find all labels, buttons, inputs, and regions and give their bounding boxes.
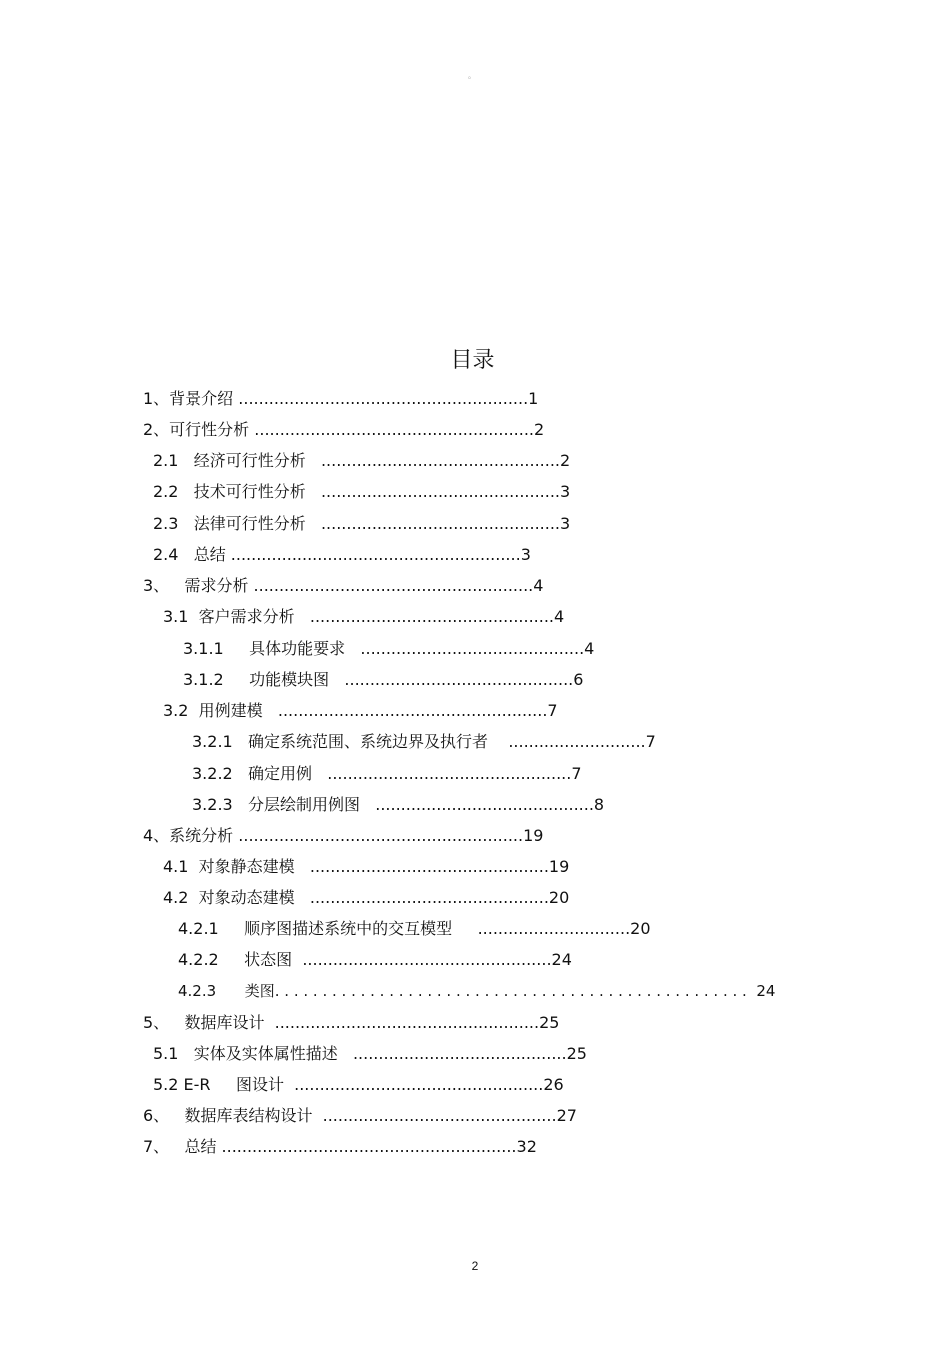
toc-entry-3-2-2[interactable]: 3.2.2 确定用例 ................................................7 <box>192 764 582 783</box>
page-number: 2 <box>471 1259 479 1273</box>
toc-entry-2-3[interactable]: 2.3 法律可行性分析 ...............................................3 <box>153 514 571 533</box>
toc-entry-1[interactable]: 1、背景介绍 .........................................................1 <box>143 389 539 408</box>
toc-entry-7[interactable]: 7、 总结 ..........................................................32 <box>143 1137 537 1156</box>
toc-entry-4[interactable]: 4、系统分析 ........................................................19 <box>143 826 544 845</box>
toc-entry-5-1[interactable]: 5.1 实体及实体属性描述 ..........................................25 <box>153 1044 587 1063</box>
toc-entry-2-2[interactable]: 2.2 技术可行性分析 ...............................................3 <box>153 482 571 501</box>
toc-entry-3-1-2[interactable]: 3.1.2 功能模块图 .............................................6 <box>183 670 584 689</box>
toc-entry-3-2[interactable]: 3.2 用例建模 .....................................................7 <box>163 701 558 720</box>
toc-entry-3-2-1[interactable]: 3.2.1 确定系统范围、系统边界及执行者 ...........................7 <box>192 732 656 751</box>
toc-entry-2[interactable]: 2、可行性分析 .......................................................2 <box>143 420 545 439</box>
toc-entry-4-2-3[interactable]: 4.2.3 类图. . . . . . . . . . . . . . . . . . . . . . . . . . . . . . . . . . . . . . . . . . . . . . . . . . 24 <box>178 982 776 1000</box>
toc-entry-4-2-1[interactable]: 4.2.1 顺序图描述系统中的交互模型 ..............................20 <box>178 919 651 938</box>
toc-entry-4-2-2[interactable]: 4.2.2 状态图 .................................................24 <box>178 950 572 969</box>
toc-entry-2-1[interactable]: 2.1 经济可行性分析 ...............................................2 <box>153 451 571 470</box>
header-mark: 。 <box>468 71 476 80</box>
toc-entry-5[interactable]: 5、 数据库设计 ....................................................25 <box>143 1013 560 1032</box>
toc-title: 目录 <box>450 348 495 373</box>
toc-entry-3-2-3[interactable]: 3.2.3 分层绘制用例图 ...........................................8 <box>192 795 605 814</box>
toc-entry-3-1-1[interactable]: 3.1.1 具体功能要求 ............................................4 <box>183 639 595 658</box>
toc-entry-5-2[interactable]: 5.2 E-R 图设计 .................................................26 <box>153 1075 564 1094</box>
toc-entry-2-4[interactable]: 2.4 总结 .........................................................3 <box>153 545 531 564</box>
toc-entry-4-2[interactable]: 4.2 对象动态建模 ...............................................20 <box>163 888 570 907</box>
toc-entry-4-1[interactable]: 4.1 对象静态建模 ...............................................19 <box>163 857 570 876</box>
toc-entry-3[interactable]: 3、 需求分析 .......................................................4 <box>143 576 544 595</box>
toc-entry-6[interactable]: 6、 数据库表结构设计 ..............................................27 <box>143 1106 577 1125</box>
toc-entry-3-1[interactable]: 3.1 客户需求分析 ................................................4 <box>163 607 565 626</box>
